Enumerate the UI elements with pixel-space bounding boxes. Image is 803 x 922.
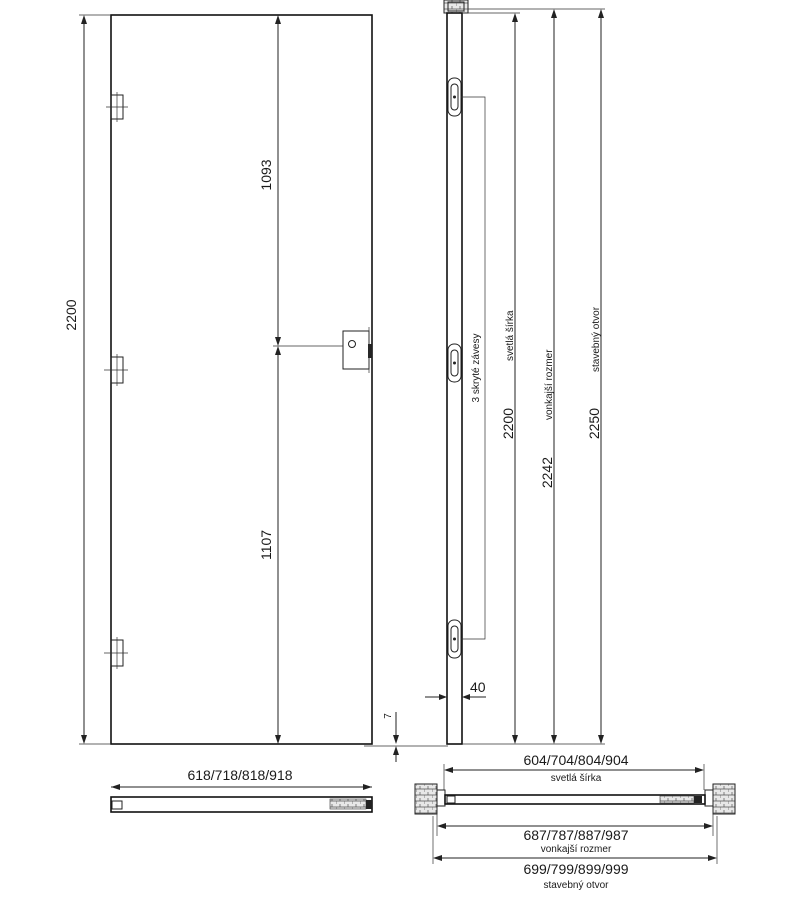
front-view [63, 15, 372, 744]
thickness-label: 40 [470, 679, 486, 695]
lower-dimension-label: 1107 [258, 529, 274, 561]
hinges-label: 3 skryté závesy [471, 333, 482, 403]
upper-dimension-label: 1093 [258, 159, 274, 191]
wall-left [415, 784, 437, 814]
vertical-dimensions [364, 9, 605, 746]
lock [343, 327, 372, 373]
clear-height-text: svetlá šírka [505, 310, 516, 361]
gap-label: 7 [383, 713, 394, 719]
hinge-middle [104, 354, 128, 386]
height-dimension [79, 15, 111, 744]
opening-height-text: stavebný otvor [591, 306, 602, 372]
outer-height-value: 2242 [539, 457, 555, 489]
height-label: 2200 [63, 299, 79, 331]
clear-height-value: 2200 [500, 408, 516, 440]
hinge-top [106, 92, 128, 122]
outer-width-text: vonkajší rozmer [540, 844, 612, 855]
side-section [364, 0, 605, 762]
outer-width-value: 687/787/887/987 [523, 827, 629, 843]
handle-height-dimension [273, 15, 343, 744]
concealed-hinge-middle [448, 344, 461, 382]
door-leaf [111, 15, 372, 744]
concealed-hinge-top [448, 78, 461, 116]
leaf-width-label: 618/718/818/918 [187, 767, 293, 783]
outer-height-text: vonkajší rozmer [544, 349, 555, 420]
opening-width-text: stavebný otvor [543, 880, 609, 891]
opening-height-value: 2250 [586, 408, 602, 440]
leaf-plan-view [111, 784, 372, 812]
hinge-bottom [104, 637, 128, 669]
wall-right [713, 784, 735, 814]
door-section [447, 13, 462, 744]
clear-width-text: svetlá šírka [550, 773, 602, 784]
concealed-hinge-bottom [448, 620, 461, 658]
clear-width-value: 604/704/804/904 [523, 752, 629, 768]
opening-width-value: 699/799/899/999 [523, 861, 629, 877]
